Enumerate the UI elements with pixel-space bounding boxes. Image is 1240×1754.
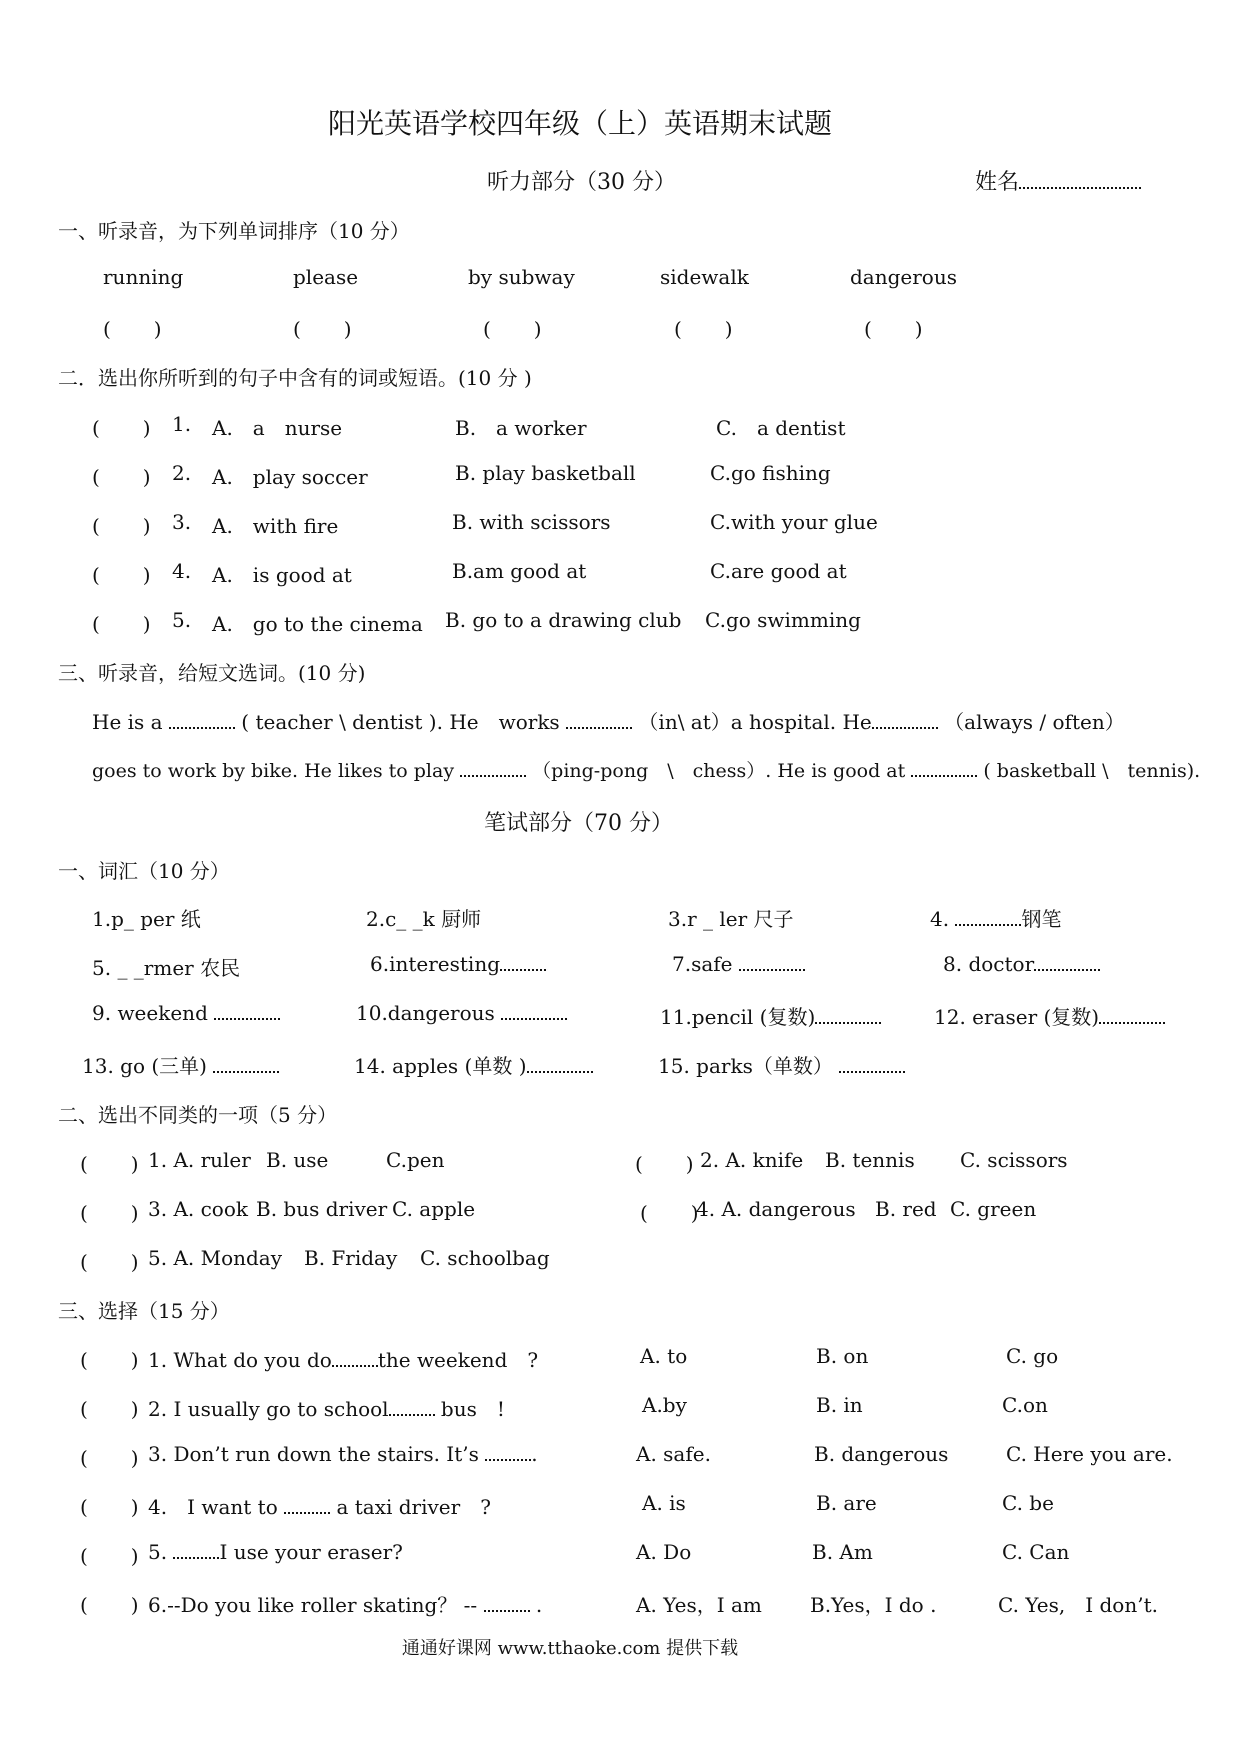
odd-item-option-b: B. tennis xyxy=(825,1148,915,1172)
question-text: 5. xyxy=(148,1540,168,1564)
cloze-text: goes to work by bike. He likes to play xyxy=(92,760,455,782)
choice-question xyxy=(148,1344,538,1373)
option-b: B. with scissors xyxy=(452,510,611,534)
vocab-blank[interactable] xyxy=(213,1057,279,1073)
vocab-item xyxy=(356,1001,567,1025)
word-item: running xyxy=(103,265,184,289)
odd-item-option-b: B. use xyxy=(266,1148,329,1172)
answer-paren[interactable]: ( ) xyxy=(92,612,152,636)
vocab-blank[interactable] xyxy=(501,1004,567,1020)
answer-paren[interactable]: ( ) xyxy=(80,1593,140,1617)
answer-paren[interactable]: ( ) xyxy=(635,1152,695,1176)
answer-paren[interactable]: ( ) xyxy=(864,317,924,341)
cloze-blank[interactable] xyxy=(169,713,235,729)
option-a: A. with fire xyxy=(212,514,339,538)
option-b: B. play basketball xyxy=(455,461,636,485)
answer-paren[interactable]: ( ) xyxy=(674,317,734,341)
cloze-blank[interactable] xyxy=(566,713,632,729)
vocab-blank[interactable] xyxy=(1034,955,1100,971)
pen-label: 钢笔 xyxy=(1021,907,1062,931)
vocab-blank[interactable] xyxy=(839,1057,905,1073)
choice-question xyxy=(148,1393,505,1422)
option-a: A. a nurse xyxy=(212,416,343,440)
cloze-text: ( basketball \ tennis). xyxy=(983,760,1201,782)
answer-paren[interactable]: ( ) xyxy=(92,416,152,440)
vocab-word: 15. parks（单数） xyxy=(658,1054,833,1078)
vocab-word: 9. weekend xyxy=(92,1001,208,1025)
vocab-blank[interactable] xyxy=(739,955,805,971)
choice-option-b: B. Am xyxy=(812,1540,873,1564)
odd-item-option-b: B. red xyxy=(875,1197,937,1221)
vocab-item xyxy=(658,1050,905,1079)
choice-question xyxy=(148,1442,538,1466)
odd-item-option-c: C. schoolbag xyxy=(420,1246,550,1270)
choice-option-a: A. to xyxy=(640,1344,688,1368)
vocab-word: 8. doctor xyxy=(943,952,1035,976)
question-text: 6.--Do you like roller skating？ -- xyxy=(148,1593,478,1617)
vocab-item: 5. _ _rmer 农民 xyxy=(92,956,241,980)
vocab-item xyxy=(82,1050,279,1079)
answer-paren[interactable]: ( ) xyxy=(293,317,353,341)
question-text: I use your eraser? xyxy=(219,1540,403,1564)
choice-heading: 三、选择（15 分） xyxy=(58,1299,230,1323)
question-number: 3. xyxy=(172,510,192,534)
choice-option-a: A. Do xyxy=(636,1540,692,1564)
choice-option-b: B. dangerous xyxy=(814,1442,949,1466)
odd-item-option-c: C. apple xyxy=(392,1197,476,1221)
option-b: B. a worker xyxy=(455,416,587,440)
choice-option-a: A.by xyxy=(642,1393,687,1417)
name-field[interactable] xyxy=(975,165,1141,196)
choice-option-c: C. go xyxy=(1006,1344,1059,1368)
choice-option-c: C.on xyxy=(1002,1393,1048,1417)
vocab-blank[interactable] xyxy=(214,1004,280,1020)
cloze-text: （ping-pong \ chess）. He is good at xyxy=(532,760,906,782)
answer-paren[interactable]: ( ) xyxy=(640,1201,700,1225)
odd-one-out-heading: 二、选出不同类的一项（5 分） xyxy=(58,1103,338,1127)
cloze-text: （always / often） xyxy=(944,710,1125,734)
choice-option-b: B.Yes，I do . xyxy=(810,1593,937,1617)
choice-option-b: B. on xyxy=(816,1344,869,1368)
cloze-line-1 xyxy=(92,706,1125,735)
answer-paren[interactable]: ( ) xyxy=(80,1201,140,1225)
choice-question xyxy=(148,1589,542,1618)
vocab-blank[interactable] xyxy=(527,1057,593,1073)
word-item: by subway xyxy=(468,265,575,289)
choice-option-b: B. in xyxy=(816,1393,863,1417)
option-a: A. go to the cinema xyxy=(212,612,423,636)
answer-paren[interactable]: ( ) xyxy=(103,317,163,341)
choice-option-b: B. are xyxy=(816,1491,877,1515)
vocab-item: 1.p_ per 纸 xyxy=(92,907,201,931)
question-text: a taxi driver ? xyxy=(336,1495,491,1519)
vocab-number: 4. xyxy=(930,907,950,931)
cloze-text: He is a xyxy=(92,710,163,734)
choice-option-a: A. is xyxy=(642,1491,686,1515)
vocab-item: 2.c_ _k 厨师 xyxy=(366,907,482,931)
odd-item-option-a: 1. A. ruler xyxy=(148,1148,251,1172)
cloze-text: （in\ at）a hospital. He xyxy=(638,710,872,734)
choice-option-a: A. safe. xyxy=(636,1442,711,1466)
word-item: please xyxy=(293,265,359,289)
vocab-word: 7.safe xyxy=(672,952,733,976)
answer-paren[interactable]: ( ) xyxy=(92,514,152,538)
answer-paren[interactable]: ( ) xyxy=(483,317,543,341)
vocab-blank[interactable] xyxy=(500,955,546,971)
question-text: . xyxy=(535,1593,543,1617)
vocab-item xyxy=(92,1001,280,1025)
written-heading: 笔试部分（70 分） xyxy=(484,811,673,836)
cloze-line-2 xyxy=(92,756,1200,783)
cloze-blank[interactable] xyxy=(872,713,938,729)
vocab-blank[interactable] xyxy=(955,910,1021,926)
vocab-heading: 一、词汇（10 分） xyxy=(58,859,230,883)
choice-option-c: C. Yes, I don’t. xyxy=(998,1593,1158,1617)
answer-paren[interactable]: ( ) xyxy=(80,1250,140,1274)
answer-blank[interactable] xyxy=(332,1351,378,1367)
odd-item-option-a: 5. A. Monday xyxy=(148,1246,283,1270)
vocab-item: 3.r _ ler 尺子 xyxy=(668,907,794,931)
choice-option-c: C. be xyxy=(1002,1491,1054,1515)
answer-paren[interactable]: ( ) xyxy=(80,1544,140,1568)
vocab-item xyxy=(354,1050,593,1079)
odd-item-option-a: 2. A. knife xyxy=(700,1148,804,1172)
answer-blank[interactable] xyxy=(389,1400,435,1416)
vocab-blank[interactable] xyxy=(815,1008,881,1024)
option-a: A. is good at xyxy=(212,563,352,587)
question-text: 3. Don’t run down the stairs. It’s xyxy=(148,1442,479,1466)
exam-title: 阳光英语学校四年级（上）英语期末试题 xyxy=(327,107,832,140)
option-a: A. play soccer xyxy=(212,465,368,489)
choice-question xyxy=(148,1491,491,1520)
answer-blank[interactable] xyxy=(173,1543,219,1559)
answer-paren[interactable]: ( ) xyxy=(80,1348,140,1372)
answer-paren[interactable]: ( ) xyxy=(92,465,152,489)
option-c: C.go swimming xyxy=(705,608,861,632)
option-c: C.with your glue xyxy=(710,510,878,534)
question-number: 4. xyxy=(172,559,192,583)
vocab-word: 6.interesting xyxy=(370,952,501,976)
answer-paren[interactable]: ( ) xyxy=(92,563,152,587)
question-number: 1. xyxy=(172,412,192,436)
odd-item-option-a: 4. A. dangerous xyxy=(696,1197,856,1221)
cloze-blank[interactable] xyxy=(911,761,977,777)
choice-option-c: C. Can xyxy=(1002,1540,1070,1564)
question-text: bus ! xyxy=(440,1397,505,1421)
vocab-word: 14. apples (单数 ) xyxy=(354,1054,527,1078)
vocab-word: 12. eraser (复数) xyxy=(934,1005,1100,1029)
listen-section-3-heading: 三、听录音，给短文选词。(10 分) xyxy=(58,661,366,685)
vocab-word: 10.dangerous xyxy=(356,1001,495,1025)
option-c: C.are good at xyxy=(710,559,847,583)
question-number: 2. xyxy=(172,461,192,485)
name-label: 姓名 xyxy=(975,170,1020,195)
answer-paren[interactable]: ( ) xyxy=(80,1397,140,1421)
odd-item-option-a: 3. A. cook xyxy=(148,1197,248,1221)
question-text: 1. What do you do xyxy=(148,1348,332,1372)
answer-paren[interactable]: ( ) xyxy=(80,1495,140,1519)
listen-section-1-heading: 一、听录音，为下列单词排序（10 分） xyxy=(58,219,410,243)
odd-item-option-b: B. bus driver xyxy=(256,1197,388,1221)
odd-item-option-b: B. Friday xyxy=(304,1246,398,1270)
option-b: B. go to a drawing club xyxy=(445,608,682,632)
word-item: dangerous xyxy=(850,265,957,289)
listening-heading: 听力部分（30 分） xyxy=(487,170,676,195)
question-text: . xyxy=(531,1442,538,1466)
listen-section-2-heading: 二．选出你所听到的句子中含有的词或短语。(10 分 ) xyxy=(58,366,532,390)
question-number: 5. xyxy=(172,608,192,632)
footer-source: 通通好课网 www.tthaoke.com 提供下载 xyxy=(401,1638,739,1659)
answer-blank[interactable] xyxy=(485,1445,531,1461)
vocab-item xyxy=(672,952,805,976)
answer-blank[interactable] xyxy=(484,1596,530,1612)
vocab-item xyxy=(943,952,1100,976)
choice-option-a: A. Yes，I am xyxy=(636,1593,762,1617)
vocab-item xyxy=(660,1001,881,1030)
vocab-item xyxy=(934,1001,1165,1030)
odd-item-option-c: C.pen xyxy=(386,1148,445,1172)
odd-item-option-c: C. scissors xyxy=(960,1148,1068,1172)
answer-paren[interactable]: ( ) xyxy=(80,1152,140,1176)
odd-item-option-c: C. green xyxy=(950,1197,1037,1221)
option-c: C.go fishing xyxy=(710,461,831,485)
name-blank[interactable] xyxy=(1019,173,1141,189)
vocab-word: 13. go (三单) xyxy=(82,1054,207,1078)
word-item: sidewalk xyxy=(660,265,749,289)
question-text: the weekend ? xyxy=(377,1348,539,1372)
vocab-word: 11.pencil (复数) xyxy=(660,1005,816,1029)
choice-question xyxy=(148,1540,403,1564)
vocab-item xyxy=(370,952,546,976)
vocab-item xyxy=(930,903,1061,932)
answer-blank[interactable] xyxy=(284,1498,330,1514)
option-b: B.am good at xyxy=(452,559,587,583)
cloze-blank[interactable] xyxy=(460,761,526,777)
choice-option-c: C. Here you are. xyxy=(1006,1442,1173,1466)
vocab-blank[interactable] xyxy=(1099,1008,1165,1024)
answer-paren[interactable]: ( ) xyxy=(80,1446,140,1470)
cloze-text: ( teacher \ dentist ). He works xyxy=(241,710,560,734)
question-text: 4. I want to xyxy=(148,1495,278,1519)
option-c: C. a dentist xyxy=(716,416,846,440)
question-text: 2. I usually go to school xyxy=(148,1397,389,1421)
